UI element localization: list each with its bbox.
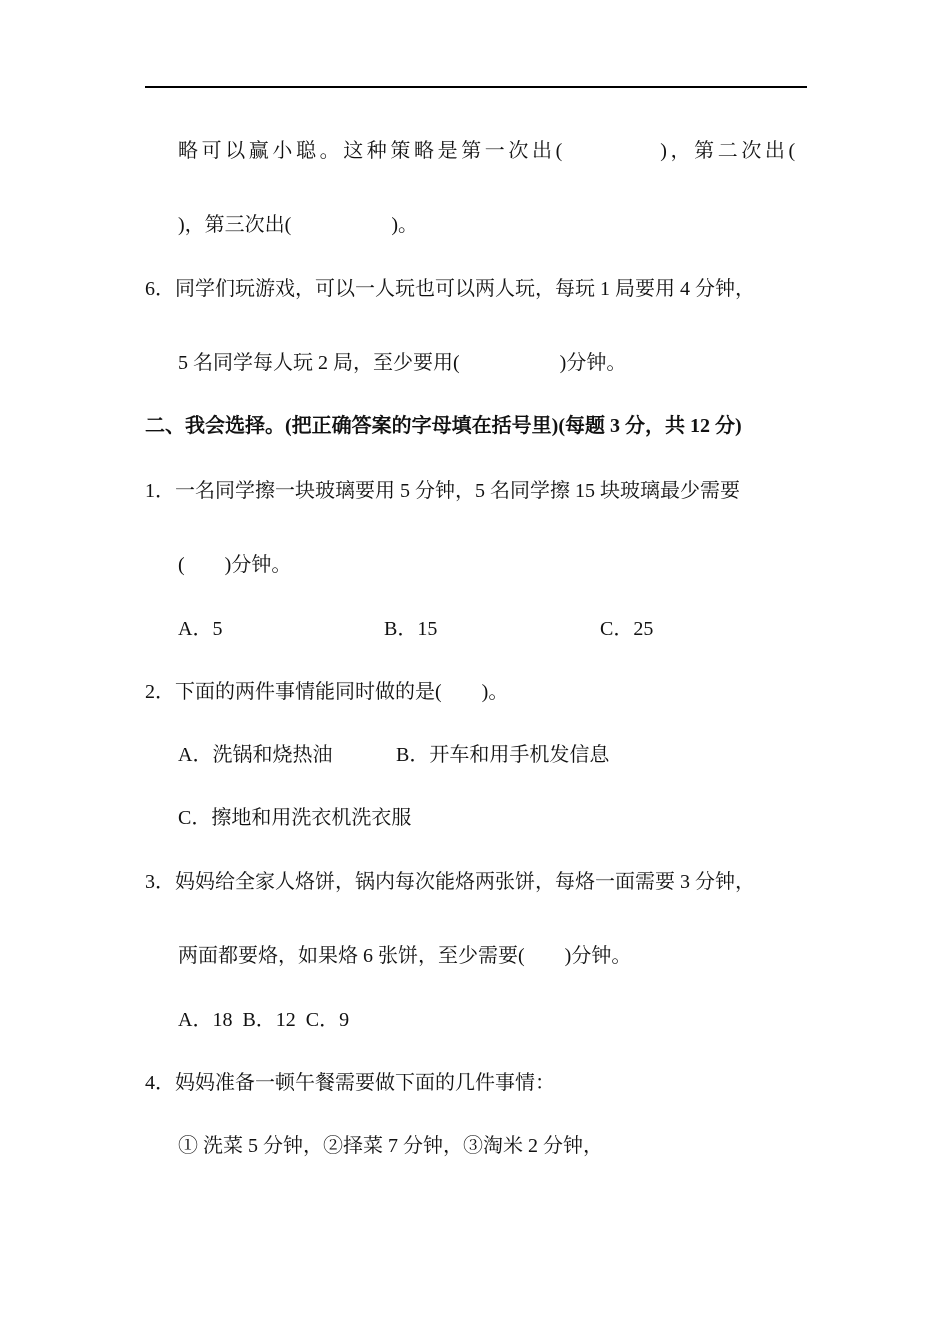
mc4-task-list: ① 洗菜 5 分钟，②择菜 7 分钟，③淘米 2 分钟， bbox=[178, 1135, 603, 1157]
q5-text-continued: 略可以赢小聪。这种策略是第一次出( )，第二次出( bbox=[178, 140, 799, 162]
mc4-question: 4．妈妈准备一顿午餐需要做下面的几件事情： bbox=[145, 1072, 555, 1094]
mc3-question-continued: 两面都要烙，如果烙 6 张饼，至少需要( )分钟。 bbox=[178, 945, 632, 967]
mc2-option-a: A．洗锅和烧热油 bbox=[178, 744, 333, 766]
mc1-option-a: A．5 bbox=[178, 618, 223, 640]
mc1-option-c: C．25 bbox=[600, 618, 654, 640]
section-2-heading: 二、我会选择。(把正确答案的字母填在括号里)(每题 3 分，共 12 分) bbox=[145, 415, 742, 437]
mc1-question-continued: ( )分钟。 bbox=[178, 554, 292, 576]
mc1-option-b: B．15 bbox=[384, 618, 438, 640]
header-rule bbox=[145, 86, 807, 88]
mc2-option-c: C．擦地和用洗衣机洗衣服 bbox=[178, 807, 412, 829]
q5-text-end: )，第三次出( )。 bbox=[178, 214, 418, 236]
q6-text-continued: 5 名同学每人玩 2 局，至少要用( )分钟。 bbox=[178, 352, 627, 374]
mc3-options: A．18 B．12 C．9 bbox=[178, 1009, 350, 1031]
q6-text: 6．同学们玩游戏，可以一人玩也可以两人玩，每玩 1 局要用 4 分钟， bbox=[145, 278, 755, 300]
mc1-question: 1．一名同学擦一块玻璃要用 5 分钟，5 名同学擦 15 块玻璃最少需要 bbox=[145, 480, 740, 502]
mc3-question: 3．妈妈给全家人烙饼，锅内每次能烙两张饼，每烙一面需要 3 分钟， bbox=[145, 871, 755, 893]
mc2-option-b: B．开车和用手机发信息 bbox=[396, 744, 610, 766]
mc2-question: 2．下面的两件事情能同时做的是( )。 bbox=[145, 681, 509, 703]
